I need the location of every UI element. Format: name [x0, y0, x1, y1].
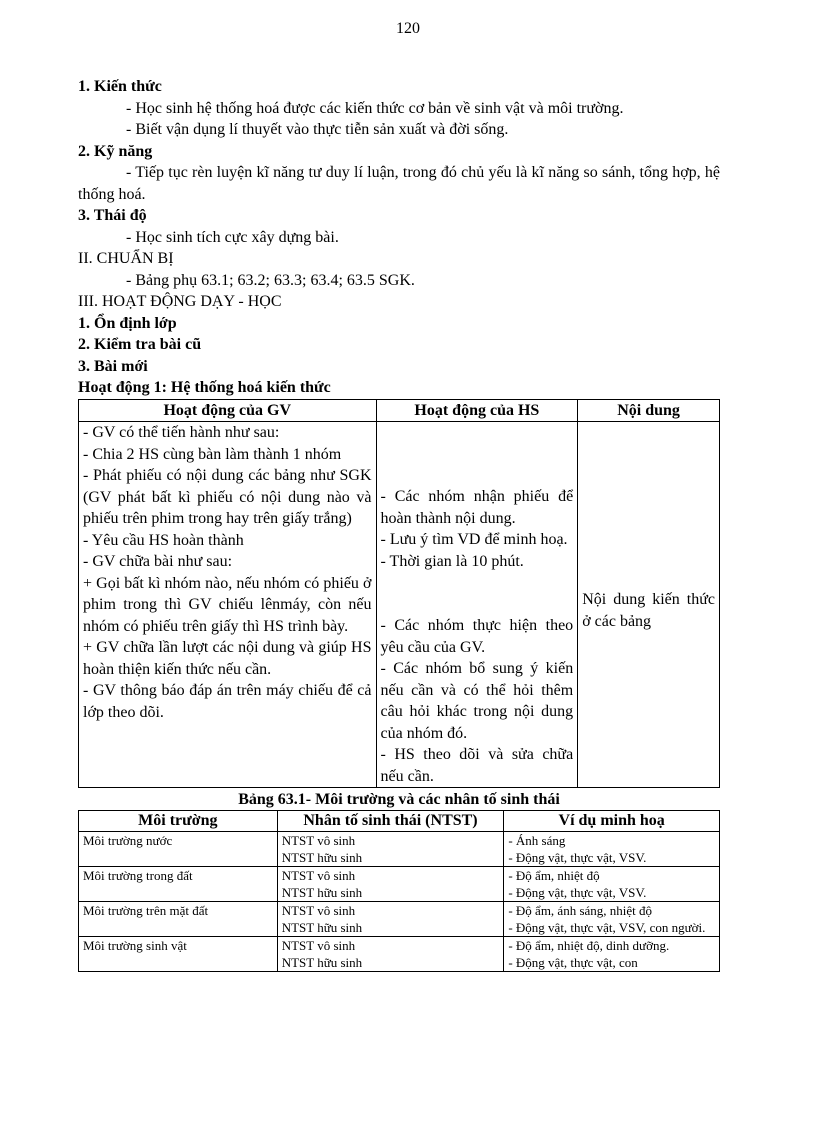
example-biotic: - Động vật, thực vật, con [508, 955, 638, 970]
activities-title: III. HOẠT ĐỘNG DẠY - HỌC [78, 293, 282, 310]
hs-step: - HS theo dõi và sửa chữa nếu cần. [380, 746, 574, 785]
example-abiotic: - Ánh sáng [508, 833, 566, 848]
teacher-activities [79, 422, 377, 788]
section-skills-title: 2. Kỹ năng [78, 142, 153, 160]
factor-biotic: NTST hữu sinh [281, 850, 363, 865]
header-factors: Nhân tố sinh thái (NTST) [277, 811, 504, 832]
table-row [79, 867, 720, 902]
example-cell [504, 867, 720, 902]
activity-table-header [79, 399, 720, 422]
gv-step: - Yêu cầu HS hoàn thành [83, 531, 244, 549]
gv-step: + GV chữa lần lượt các nội dung và giúp HS hoàn thiện kiến thức nếu cần. [83, 639, 372, 678]
hs-step: - Các nhóm bổ sung ý kiến nếu cần và có thể hỏi thêm câu hỏi khác trong nội dung của nhóm đó. [380, 660, 574, 742]
table-row [79, 902, 720, 937]
hs-step: - Các nhóm nhận phiếu để hoàn thành nội dung. [380, 488, 574, 527]
step-stabilize: 1. Ổn định lớp [78, 314, 177, 332]
environment-table [78, 810, 720, 972]
factor-abiotic: NTST vô sinh [281, 833, 356, 848]
gv-step: - Chia 2 HS cùng bàn làm thành 1 nhóm [83, 445, 342, 463]
activity-table [78, 399, 720, 789]
example-abiotic: - Độ ẩm, ánh sáng, nhiệt độ [508, 903, 653, 918]
example-biotic: - Động vật, thực vật, VSV. [508, 850, 647, 865]
attitude-line-1: - Học sinh tích cực xây dựng bài. [126, 228, 339, 246]
factor-abiotic: NTST vô sinh [281, 938, 356, 953]
factor-cell [277, 832, 504, 867]
example-cell [504, 832, 720, 867]
hs-step: - Lưu ý tìm VD để minh hoạ. [380, 531, 568, 548]
factor-biotic: NTST hữu sinh [281, 920, 363, 935]
skills-line-1: - Tiếp tục rèn luyện kĩ năng tư duy lí luận, trong đó chủ yếu là kĩ năng so sánh, tổng hợp, hệ thống hoá. [78, 164, 720, 203]
student-activities [376, 422, 578, 788]
knowledge-line-2: - Biết vận dụng lí thuyết vào thực tiễn sản xuất và đời sống. [126, 121, 509, 138]
example-biotic: - Động vật, thực vật, VSV. [508, 885, 647, 900]
activity-1-title: Hoạt động 1: Hệ thống hoá kiến thức [78, 379, 331, 396]
example-abiotic: - Độ ẩm, nhiệt độ [508, 868, 600, 883]
gv-step: - GV thông báo đáp án trên máy chiếu để cả lớp theo dõi. [83, 682, 372, 721]
example-cell [504, 937, 720, 972]
factor-biotic: NTST hữu sinh [281, 955, 363, 970]
header-examples: Ví dụ minh hoạ [504, 811, 720, 832]
factor-cell [277, 902, 504, 937]
example-abiotic: - Độ ẩm, nhiệt độ, dinh dưỡng. [508, 938, 670, 953]
section-knowledge-title: 1. Kiến thức [78, 78, 162, 95]
example-cell [504, 902, 720, 937]
env-cell: Môi trường sinh vật [79, 937, 278, 972]
example-biotic: - Động vật, thực vật, VSV, con người. [508, 920, 706, 935]
content-cell [578, 422, 720, 788]
step-check-old-lesson: 2. Kiểm tra bài cũ [78, 336, 202, 353]
environment-table-header [79, 811, 720, 832]
activity-table-row [79, 422, 720, 788]
content-text: Nội dung kiến thức ở các bảng [582, 591, 715, 630]
header-environment: Môi trường [79, 811, 278, 832]
table-row [79, 937, 720, 972]
env-cell: Môi trường trên mặt đất [79, 902, 278, 937]
step-new-lesson: 3. Bài mới [78, 357, 148, 375]
factor-cell [277, 867, 504, 902]
gv-step: - GV có thể tiến hành như sau: [83, 424, 280, 441]
header-content: Nội dung [578, 399, 720, 422]
table-caption: Bảng 63.1- Môi trường và các nhân tố sinh thái [238, 791, 560, 808]
hs-step: - Các nhóm thực hiện theo yêu cầu của GV. [380, 617, 574, 656]
env-cell: Môi trường nước [79, 832, 278, 867]
preparation-title: II. CHUẨN BỊ [78, 250, 174, 267]
gv-step: - GV chữa bài như sau: [83, 553, 233, 570]
table-row [79, 832, 720, 867]
env-cell: Môi trường trong đất [79, 867, 278, 902]
header-teacher: Hoạt động của GV [79, 399, 377, 422]
factor-cell [277, 937, 504, 972]
factor-abiotic: NTST vô sinh [281, 903, 356, 918]
factor-abiotic: NTST vô sinh [281, 868, 356, 883]
hs-step: - Thời gian là 10 phút. [380, 552, 524, 570]
header-student: Hoạt động của HS [376, 399, 578, 422]
gv-step: - Phát phiếu có nội dung các bảng như SGK (GV phát bất kì phiếu có nội dung nào và phiếu trên phim trong hay trên giấy trắng) [83, 467, 372, 527]
gv-step: + Gọi bất kì nhóm nào, nếu nhóm có phiếu ở phim trong thì GV chiếu lênmáy, còn nếu nhóm có phiếu trên giấy thì HS trình bày. [83, 574, 372, 635]
section-attitude-title: 3. Thái độ [78, 207, 147, 224]
knowledge-line-1: - Học sinh hệ thống hoá được các kiến thức cơ bản về sinh vật và môi trường. [126, 99, 624, 117]
factor-biotic: NTST hữu sinh [281, 885, 363, 900]
preparation-line-1: - Bảng phụ 63.1; 63.2; 63.3; 63.4; 63.5 SGK. [126, 271, 415, 289]
document-body [78, 76, 720, 972]
page-number: 120 [396, 20, 420, 37]
